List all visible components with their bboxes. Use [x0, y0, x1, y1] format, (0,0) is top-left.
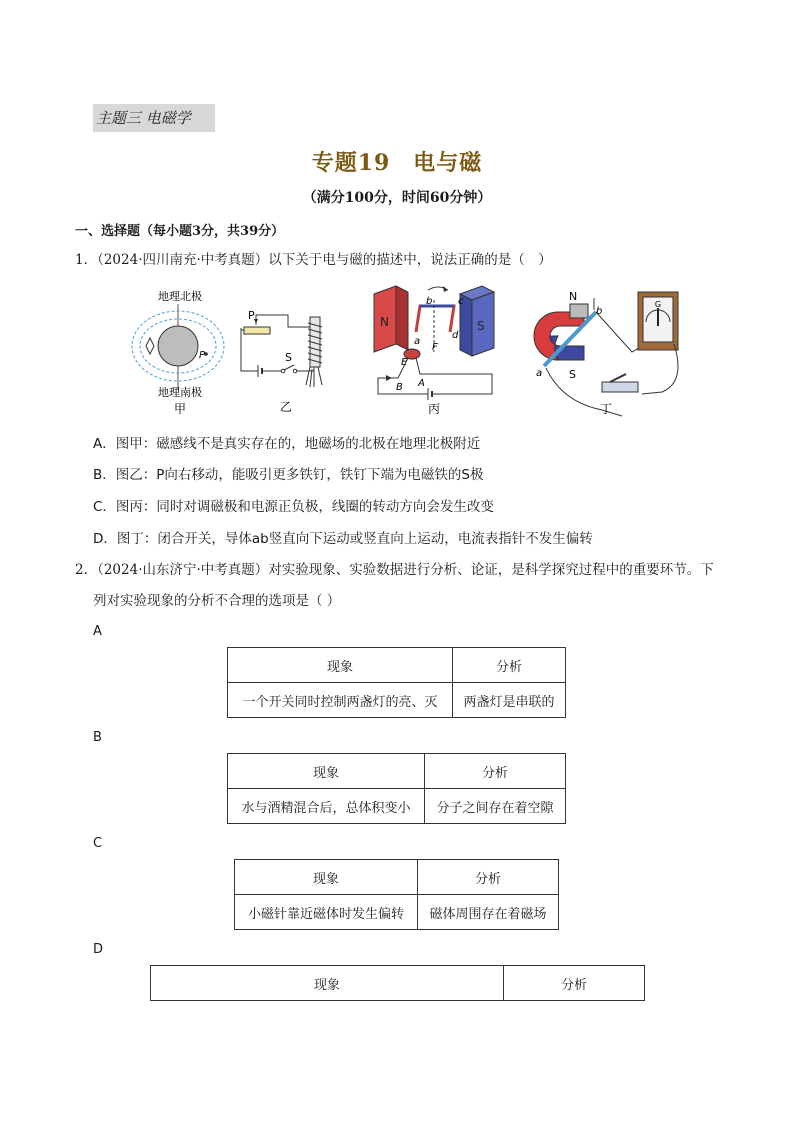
bing-caption: 丙: [427, 402, 441, 416]
question-2-stem-line1: 2．（2024·山东济宁·中考真题）对实验现象、实验数据进行分析、论证，是科学探究过程中的重要环节。下: [75, 562, 714, 578]
bing-label-c: c: [458, 296, 464, 307]
yi-caption: 乙: [279, 400, 293, 414]
bing-s-label: S: [477, 319, 485, 333]
figure-jia: [130, 282, 230, 417]
table-cell: 一个开关同时控制两盏灯的亮、灭: [228, 683, 453, 718]
q2-option-a-letter: A: [93, 624, 102, 639]
table-header-cell: 分析: [453, 648, 566, 683]
table-cell: 分子之间存在着空隙: [425, 789, 566, 824]
bing-label-a-upper: A: [418, 378, 425, 389]
q2-option-b-table: [227, 753, 566, 824]
table-header-cell: 现象: [228, 648, 453, 683]
q1-option-c: C．图丙：同时对调磁极和电源正负极，线圈的转动方向会发生改变: [93, 499, 494, 515]
table-row: [228, 789, 566, 824]
bing-label-b-lower: B: [396, 382, 403, 393]
jia-north-label: 地理北极: [158, 290, 202, 303]
bing-label-d: d: [452, 330, 459, 341]
bing-label-a: a: [414, 336, 421, 347]
ding-b-label: b: [596, 306, 603, 317]
table-header-cell: 分析: [504, 966, 645, 1001]
question-2-stem-line2: 列对实验现象的分析不合理的选项是（ ）: [93, 593, 341, 609]
figure-bing: [368, 282, 500, 417]
bing-label-f: F: [432, 342, 438, 353]
page-title: 专题19 电与磁: [311, 150, 483, 176]
q2-option-c-table: [234, 859, 559, 930]
q2-option-a-table: [227, 647, 566, 718]
figure-yi: [236, 305, 336, 417]
jia-caption: 甲: [173, 402, 187, 416]
table-cell: 水与酒精混合后，总体积变小: [228, 789, 425, 824]
table-cell: 磁体周围存在着磁场: [418, 895, 559, 930]
table-header-cell: 现象: [235, 860, 418, 895]
q2-option-c-letter: C: [93, 836, 103, 851]
table-cell: 两盏灯是串联的: [453, 683, 566, 718]
q1-option-a: A．图甲：磁感线不是真实存在的，地磁场的北极在地理北极附近: [93, 436, 481, 452]
q2-option-d-table: [150, 965, 645, 1001]
page-subtitle: （满分100分，时间60分钟）: [302, 190, 492, 206]
ding-caption: 丁: [599, 402, 613, 416]
q1-option-b: B．图乙：P向右移动，能吸引更多铁钉，铁钉下端为电磁铁的S极: [93, 467, 484, 483]
ding-switch-icon: [610, 374, 626, 382]
table-header-row: [228, 754, 566, 789]
ding-n-label: N: [569, 290, 578, 303]
table-row: [228, 683, 566, 718]
table-row: [235, 895, 559, 930]
table-header-cell: 现象: [151, 966, 504, 1001]
table-header-row: [235, 860, 559, 895]
table-header-row: [151, 966, 645, 1001]
ding-a-label: a: [536, 368, 543, 379]
jia-point-label: P: [199, 350, 206, 361]
q1-option-d: D．图丁：闭合开关，导体ab竖直向下运动或竖直向上运动，电流表指针不发生偏转: [93, 531, 593, 547]
ding-meter-label: G: [654, 300, 662, 309]
ding-s-label: S: [569, 368, 576, 381]
compass-needle-icon: [146, 338, 154, 354]
table-header-cell: 分析: [425, 754, 566, 789]
q2-option-d-letter: D: [93, 942, 104, 957]
bing-n-label: N: [380, 315, 389, 329]
jia-south-label: 地理南极: [158, 386, 202, 399]
question-1-stem: 1．（2024·四川南充·中考真题）以下关于电与磁的描述中，说法正确的是（ ）: [75, 252, 552, 268]
section-heading: 一、选择题（每小题3分，共39分）: [75, 224, 285, 239]
table-header-cell: 分析: [418, 860, 559, 895]
yi-switch-label: S: [285, 351, 292, 364]
theme-tag: 主题三 电磁学: [93, 104, 215, 132]
table-header-row: [228, 648, 566, 683]
bing-label-e: E: [401, 357, 408, 368]
table-cell: 小磁针靠近磁体时发生偏转: [235, 895, 418, 930]
table-header-cell: 现象: [228, 754, 425, 789]
figure-ding: [522, 282, 690, 417]
yi-slider-label: P: [248, 309, 255, 322]
bing-label-b: b: [426, 296, 433, 307]
q2-option-b-letter: B: [93, 730, 102, 745]
